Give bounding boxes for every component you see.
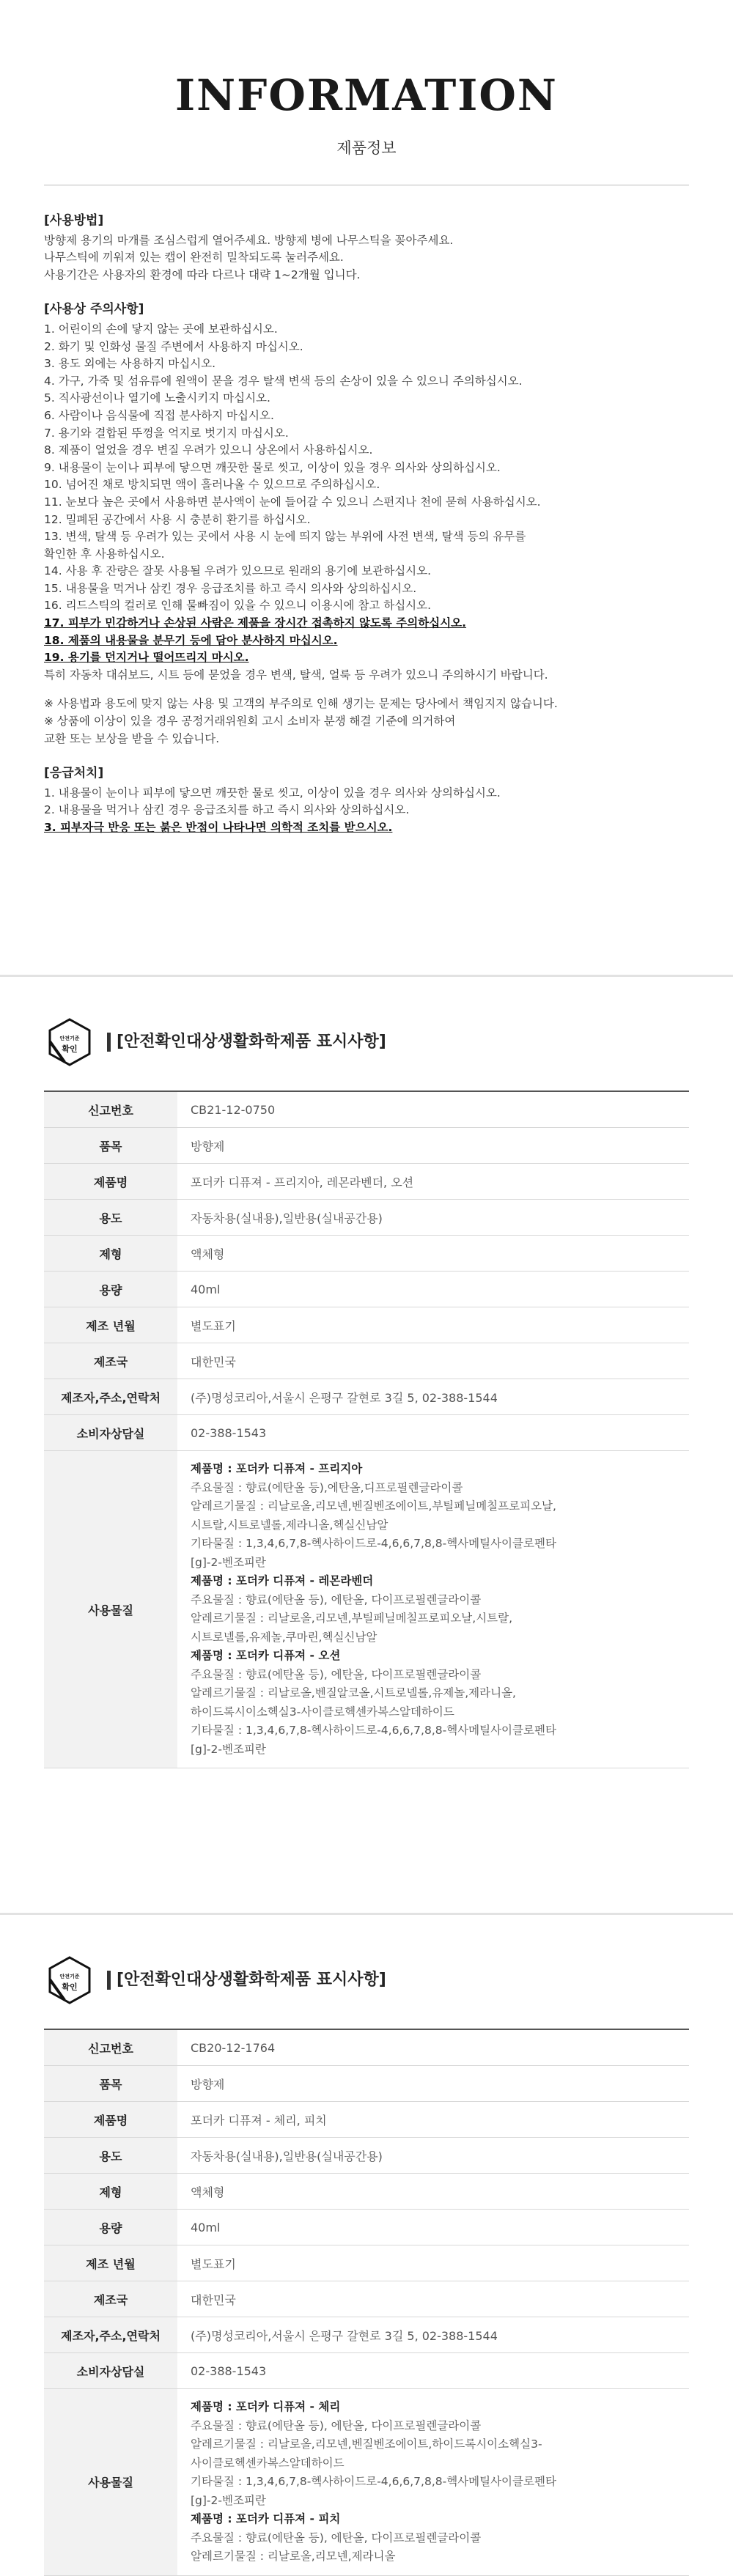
row-label: 사용물질 <box>44 1451 177 1768</box>
cautions-tail: 특히 자동차 대쉬보드, 시트 등에 묻었을 경우 변색, 탈색, 얼룩 등 우려가 있으니 주의하시기 바랍니다. <box>44 668 548 682</box>
table-row <box>44 2210 689 2245</box>
table-row <box>44 1164 689 1200</box>
material-line: [g]-2-벤조피란 <box>191 1742 266 1756</box>
text-line: 확인한 후 사용하십시오. <box>44 547 165 561</box>
row-value: 액체형 <box>191 1247 225 1261</box>
table-row <box>44 2245 689 2281</box>
cert-block-2 <box>44 1948 689 2576</box>
table-row-materials <box>44 1451 689 1768</box>
row-value: 02-388-1543 <box>191 2363 267 2378</box>
table-row <box>44 1128 689 1164</box>
cautions-heading: [사용상 주의사항] <box>44 302 144 317</box>
cert-header <box>44 1948 689 2012</box>
row-value: 액체형 <box>191 2185 225 2199</box>
table-row <box>44 2174 689 2210</box>
row-label: 제형 <box>44 2174 177 2210</box>
text-line: 2. 내용물을 먹거나 삼킨 경우 응급조치를 하고 즉시 의사와 상의하십시오. <box>44 803 410 817</box>
row-value: 02-388-1543 <box>191 1425 267 1440</box>
text-line: 17. 피부가 민감하거나 손상된 사람은 제품을 장시간 접촉하지 않도록 주의하십시오. <box>44 616 467 630</box>
text-line: 15. 내용물을 먹거나 삼킨 경우 응급조치를 하고 즉시 의사와 상의하십시오. <box>44 581 417 595</box>
usage-heading: [사용방법] <box>44 213 104 228</box>
table-row <box>44 1272 689 1307</box>
material-line: 알레르기물질 : 리날로올,리모넨,벤질벤조에이트,하이드록시이소헥실3- <box>191 2437 542 2451</box>
row-label: 신고번호 <box>44 2029 177 2066</box>
table-row <box>44 2353 689 2389</box>
cert-info-table <box>44 2029 689 2576</box>
material-line: 주요물질 : 향료(에탄올 등), 에탄올, 다이프로필렌글라이콜 <box>191 2418 482 2432</box>
row-value: (주)명성코리아,서울시 은평구 갈현로 3길 5, 02-388-1544 <box>191 1390 498 1405</box>
firstaid-bold-line: 3. 피부자극 반응 또는 붉은 반점이 나타나면 의학적 조치를 받으시오. <box>44 821 393 834</box>
text-line: 5. 직사광선이나 열기에 노출시키지 마십시오. <box>44 391 270 405</box>
section-separator <box>0 1913 733 1915</box>
text-line: 19. 용기를 던지거나 떨어뜨리지 마시오. <box>44 651 249 665</box>
row-value: 방향제 <box>191 2077 225 2092</box>
material-line: 알레르기물질 : 리날로올,벤질알코올,시트로넬롤,유제놀,제라니올, <box>191 1686 516 1700</box>
text-line: 9. 내용물이 눈이나 피부에 닿으면 깨끗한 물로 씻고, 이상이 있을 경우 의사와 상의하십시오. <box>44 460 501 474</box>
text-line: 11. 눈보다 높은 곳에서 사용하면 분사액이 눈에 들어갈 수 있으니 스펀지나 천에 묻혀 사용하십시오. <box>44 495 541 509</box>
table-row <box>44 1091 689 1128</box>
material-product-name: 제품명 : 포더카 디퓨져 - 오션 <box>191 1649 341 1662</box>
row-label: 제조자,주소,연락처 <box>44 2317 177 2353</box>
safety-check-badge-icon: 안전기준 확인 <box>44 1016 95 1068</box>
firstaid-text <box>44 785 689 819</box>
text-line: 7. 용기와 결합된 뚜껑을 억지로 벗기지 마십시오. <box>44 426 289 440</box>
row-label: 용도 <box>44 1200 177 1236</box>
row-label: 사용물질 <box>44 2389 177 2576</box>
cautions-text <box>44 321 689 615</box>
material-product-name: 제품명 : 포더카 디퓨져 - 프리지아 <box>191 1462 363 1475</box>
material-line: 알레르기물질 : 리날로올,리모넨,제라니올 <box>191 2550 396 2563</box>
disclaimer-line: 교환 또는 보상을 받을 수 있습니다. <box>44 731 220 745</box>
table-row-materials <box>44 2389 689 2576</box>
row-value: 대한민국 <box>191 1354 236 1369</box>
row-label: 용도 <box>44 2138 177 2174</box>
cert-title: [안전확인대상생활화학제품 표시사항] <box>107 1971 386 1990</box>
cert-info-table <box>44 1090 689 1768</box>
row-value: 포더카 디퓨져 - 체리, 피치 <box>191 2113 327 2127</box>
material-product-name: 제품명 : 포더카 디퓨져 - 피치 <box>191 2512 341 2525</box>
material-line: 시트로넬롤,유제놀,쿠마린,헥실신남알 <box>191 1630 377 1644</box>
row-value: (주)명성코리아,서울시 은평구 갈현로 3길 5, 02-388-1544 <box>191 2328 498 2343</box>
material-product-name: 제품명 : 포더카 디퓨져 - 체리 <box>191 2400 341 2413</box>
row-value: 대한민국 <box>191 2292 236 2307</box>
row-label: 소비자상담실 <box>44 2353 177 2389</box>
table-row <box>44 1236 689 1272</box>
text-line: 사용기간은 사용자의 환경에 따라 다르나 대략 1~2개월 입니다. <box>44 267 361 281</box>
row-label: 용량 <box>44 2210 177 2245</box>
row-value: 40ml <box>191 2220 221 2234</box>
row-value: 자동차용(실내용),일반용(실내공간용) <box>191 1211 383 1225</box>
table-row <box>44 2029 689 2066</box>
material-line: 알레르기물질 : 리날로올,리모넨,부틸페닐메칠프로피오날,시트랄, <box>191 1612 513 1625</box>
text-line: 6. 사람이나 음식물에 직접 분사하지 마십시오. <box>44 408 274 422</box>
row-value: 자동차용(실내용),일반용(실내공간용) <box>191 2149 383 2163</box>
row-label: 제조국 <box>44 1343 177 1379</box>
table-row <box>44 1200 689 1236</box>
notice-section <box>44 213 689 837</box>
row-value: 별도표기 <box>191 1318 236 1333</box>
row-label: 제형 <box>44 1236 177 1272</box>
section-separator <box>0 975 733 977</box>
row-label: 품목 <box>44 1128 177 1164</box>
text-line: 2. 화기 및 인화성 물질 주변에서 사용하지 마십시오. <box>44 339 303 353</box>
material-line: [g]-2-벤조피란 <box>191 1555 266 1569</box>
table-row <box>44 2102 689 2138</box>
row-value: 40ml <box>191 1282 221 1296</box>
cert-title: [안전확인대상생활화학제품 표시사항] <box>107 1033 386 1052</box>
text-line: 1. 어린이의 손에 닿지 않는 곳에 보관하십시오. <box>44 322 278 336</box>
table-row <box>44 2138 689 2174</box>
table-row <box>44 1379 689 1415</box>
row-value: 방향제 <box>191 1139 225 1154</box>
material-line: 기타물질 : 1,3,4,6,7,8-헥사하이드로-4,6,6,7,8,8-헥사메틸사이클로펜타 <box>191 1537 556 1550</box>
material-line: 하이드록시이소헥실3-사이클로헥센카복스알데하이드 <box>191 1705 454 1719</box>
page-subtitle: 제품정보 <box>336 139 397 157</box>
cert-block-1 <box>44 1010 689 1768</box>
table-row <box>44 2281 689 2317</box>
text-line: 1. 내용물이 눈이나 피부에 닿으면 깨끗한 물로 씻고, 이상이 있을 경우 의사와 상의하십시오. <box>44 786 501 800</box>
material-line: 기타물질 : 1,3,4,6,7,8-헥사하이드로-4,6,6,7,8,8-헥사메틸사이클로펜타 <box>191 2475 556 2488</box>
row-label: 제조 년월 <box>44 1307 177 1343</box>
text-line: 10. 넘어진 채로 방치되면 액이 흘러나올 수 있으므로 주의하십시오. <box>44 478 380 492</box>
text-line: 4. 가구, 가죽 및 섬유류에 원액이 묻을 경우 탈색 변색 등의 손상이 있을 수 있으니 주의하십시오. <box>44 374 523 388</box>
table-row <box>44 2066 689 2102</box>
material-line: 주요물질 : 향료(에탄올 등), 에탄올, 다이프로필렌글라이콜 <box>191 1667 482 1681</box>
material-line: 기타물질 : 1,3,4,6,7,8-헥사하이드로-4,6,6,7,8,8-헥사메틸사이클로펜타 <box>191 1724 556 1737</box>
row-value: CB20-12-1764 <box>191 2040 276 2055</box>
text-line: 나무스틱에 끼워져 있는 캡이 완전히 밀착되도록 눌러주세요. <box>44 251 344 265</box>
material-line: 주요물질 : 향료(에탄올 등), 에탄올, 다이프로필렌글라이콜 <box>191 1593 482 1606</box>
row-label: 제조 년월 <box>44 2245 177 2281</box>
row-label: 제조자,주소,연락처 <box>44 1379 177 1415</box>
material-line: 주요물질 : 향료(에탄올 등), 에탄올, 다이프로필렌글라이콜 <box>191 2531 482 2544</box>
firstaid-heading: [응급처치] <box>44 766 104 781</box>
material-product-name: 제품명 : 포더카 디퓨져 - 레몬라벤더 <box>191 1574 374 1587</box>
row-label: 소비자상담실 <box>44 1415 177 1451</box>
table-row <box>44 1415 689 1451</box>
usage-text <box>44 232 689 284</box>
material-line: 주요물질 : 향료(에탄올 등),에탄올,디프로필렌글라이콜 <box>191 1480 463 1494</box>
text-line: 12. 밀폐된 공간에서 사용 시 충분히 환기를 하십시오. <box>44 512 311 526</box>
row-label: 용량 <box>44 1272 177 1307</box>
text-line: 14. 사용 후 잔량은 잘못 사용될 우려가 있으므로 원래의 용기에 보관하십시오. <box>44 564 432 578</box>
material-line: 알레르기물질 : 리날로올,리모넨,벤질벤조에이트,부틸페닐메칠프로피오날, <box>191 1499 556 1513</box>
materials-list <box>177 1451 689 1768</box>
row-label: 신고번호 <box>44 1091 177 1128</box>
material-line: [g]-2-벤조피란 <box>191 2493 266 2507</box>
text-line: 방향제 용기의 마개를 조심스럽게 열어주세요. 방향제 병에 나무스틱을 꽂아주세요. <box>44 233 454 247</box>
material-line: 시트랄,시트로넬롤,제라니올,헥실신남알 <box>191 1518 388 1532</box>
row-value: CB21-12-0750 <box>191 1102 276 1117</box>
material-line: 사이클로헥센카복스알데하이드 <box>191 2456 345 2470</box>
text-line: 8. 제품이 얼었을 경우 변질 우려가 있으니 상온에서 사용하십시오. <box>44 443 373 457</box>
table-row <box>44 2317 689 2353</box>
row-label: 품목 <box>44 2066 177 2102</box>
row-value: 포더카 디퓨져 - 프리지아, 레몬라벤더, 오션 <box>191 1175 414 1189</box>
text-line: 18. 제품의 내용물을 분무기 등에 담아 분사하지 마십시오. <box>44 633 338 647</box>
row-label: 제품명 <box>44 2102 177 2138</box>
disclaimer-line: ※ 사용법과 용도에 맞지 않는 사용 및 고객의 부주의로 인해 생기는 문제는 당사에서 책임지지 않습니다. <box>44 697 558 711</box>
row-label: 제조국 <box>44 2281 177 2317</box>
cert-header <box>44 1010 689 1074</box>
page-title: INFORMATION <box>175 70 558 120</box>
cautions-bold-text <box>44 615 689 667</box>
text-line: 13. 변색, 탈색 등 우려가 있는 곳에서 사용 시 눈에 띄지 않는 부위에 사전 변색, 탈색 등의 유무를 <box>44 530 526 544</box>
materials-list <box>177 2389 689 2576</box>
disclaimer-line: ※ 상품에 이상이 있을 경우 공정거래위원회 고시 소비자 분쟁 해결 기준에 의거하여 <box>44 715 456 728</box>
table-row <box>44 1343 689 1379</box>
text-line: 16. 리드스틱의 컬러로 인해 물빠짐이 있을 수 있으니 이용시에 참고 하십시오. <box>44 599 432 613</box>
safety-check-badge-icon: 안전기준 확인 <box>44 1955 95 2006</box>
row-label: 제품명 <box>44 1164 177 1200</box>
text-line: 3. 용도 외에는 사용하지 마십시오. <box>44 357 216 371</box>
row-value: 별도표기 <box>191 2256 236 2271</box>
table-row <box>44 1307 689 1343</box>
